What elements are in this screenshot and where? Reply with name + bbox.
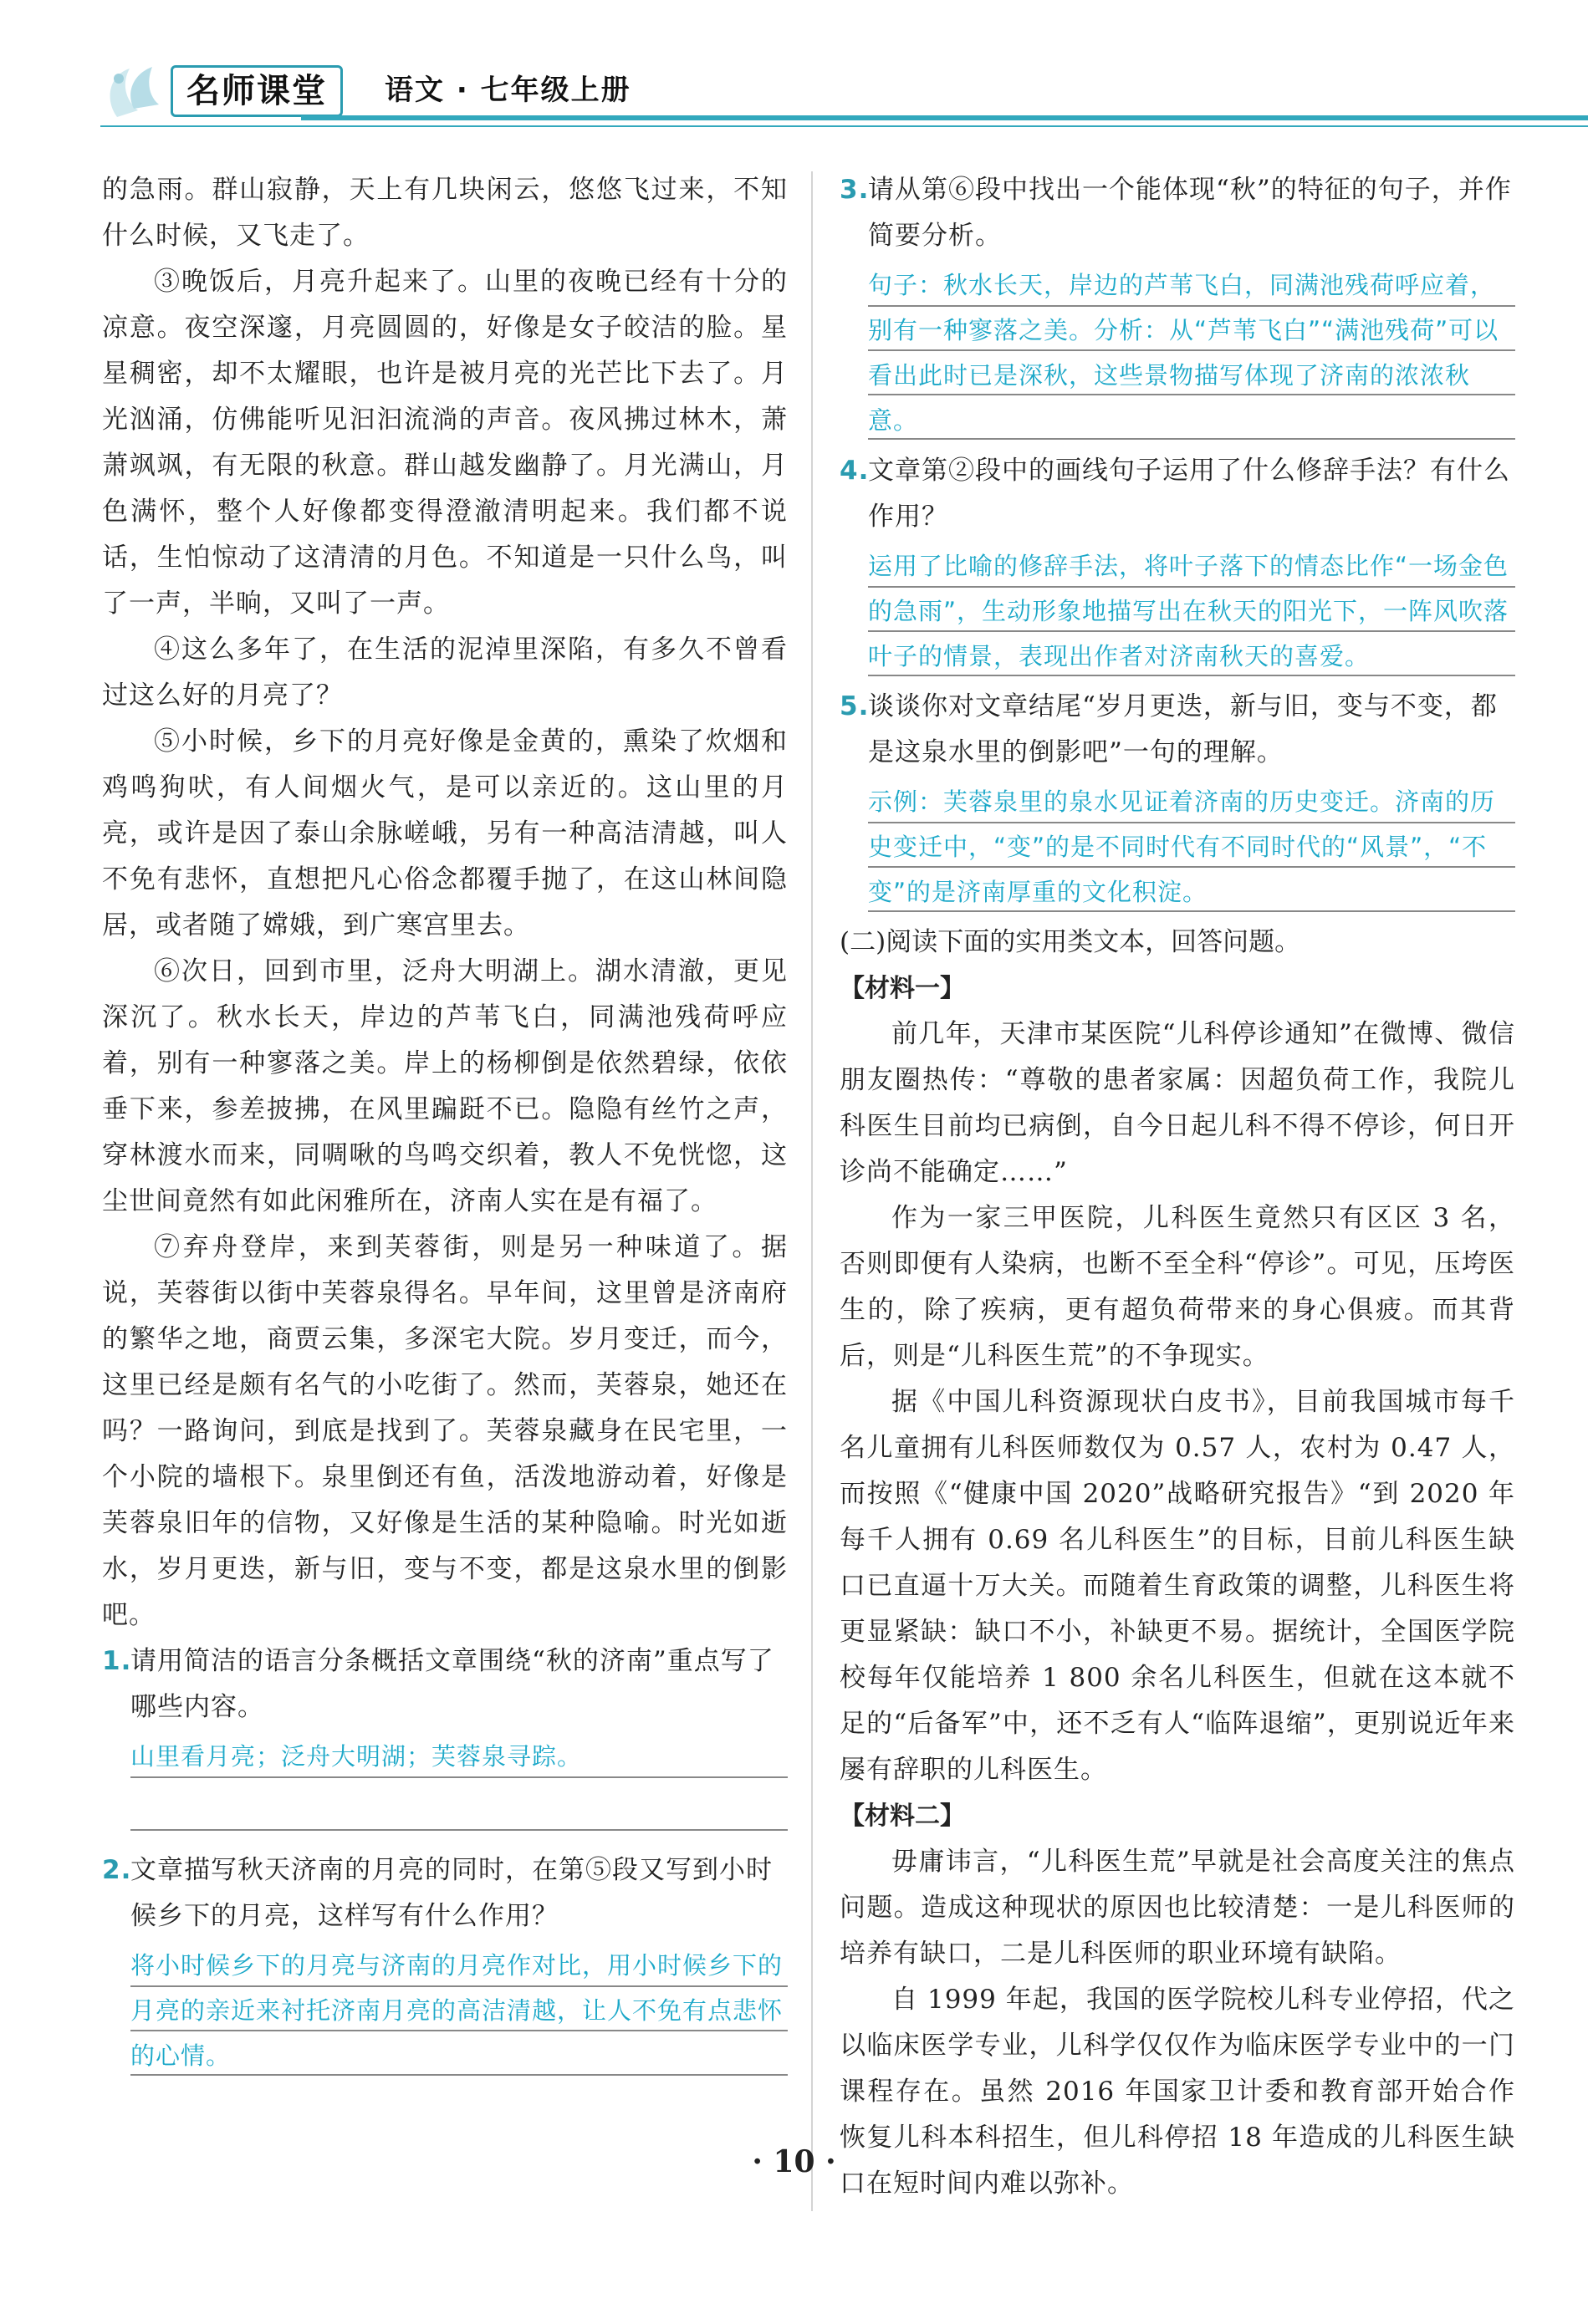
material-title: 【材料一】 xyxy=(840,974,965,1003)
question-text: 文章第②段中的画线句子运用了什么修辞手法？有什么作用？ xyxy=(868,456,1510,532)
answer-text: 将小时候乡下的月亮与济南的月亮作对比，用小时候乡下的月亮的亲近来衬托济南月亮的高洁清越，让人不免有点悲怀的心情。 xyxy=(130,1943,788,2078)
right-column xyxy=(840,167,1515,2207)
question-number: 1. xyxy=(102,1646,132,1676)
question-text: 请用简洁的语言分条概括文章围绕“秋的济南”重点写了哪些内容。 xyxy=(130,1646,774,1722)
decorative-logo-icon xyxy=(100,59,176,124)
material-title: 【材料二】 xyxy=(840,1802,965,1831)
answer-blank-line xyxy=(130,1784,788,1831)
answer-text: 示例：芙蓉泉里的泉水见证着济南的历史变迁。济南的历史变迁中，“变”的是不同时代有不同时代的“风景”，“不变”的是济南厚重的文化积淀。 xyxy=(868,779,1515,915)
paragraph: 毋庸讳言，“儿科医生荒”早就是社会高度关注的焦点问题。造成这种现状的原因也比较清楚：一是儿科医师的培养有缺口，二是儿科医师的职业环境有缺陷。 xyxy=(840,1847,1515,1969)
header-rule-thin xyxy=(100,125,1588,127)
paragraph: ⑥次日，回到市里，泛舟大明湖上。湖水清澈，更见深沉了。秋水长天，岸边的芦苇飞白，同满池残荷呼应着，别有一种寥落之美。岸上的杨柳倒是依然碧绿，依依垂下来，参差披拂，在风里蹁跹不已。隐隐有丝竹之声，穿林渡水而来，同啁啾的鸟鸣交织着，教人不免恍惚，这尘世间竟然有如此闲雅所在，济南人实在是有福了。 xyxy=(102,956,788,1216)
paragraph: ⑦弃舟登岸，来到芙蓉街，则是另一种味道了。据说，芙蓉街以街中芙蓉泉得名。早年间，这里曾是济南府的繁华之地，商贾云集，多深宅大院。岁月变迁，而今，这里已经是颇有名气的小吃街了。然而，芙蓉泉，她还在吗？一路询问，到底是找到了。芙蓉泉藏身在民宅里，一个小院的墙根下。泉里倒还有鱼，活泼地游动着，好像是芙蓉泉旧年的信物，又好像是生活的某种隐喻。时光如逝水，岁月更迭，新与旧，变与不变，都是这泉水里的倒影吧。 xyxy=(102,1232,788,1630)
question-number: 5. xyxy=(840,691,870,721)
answer-text: 山里看月亮；泛舟大明湖；芙蓉泉寻踪。 xyxy=(130,1734,788,1779)
question xyxy=(102,1847,788,2078)
paragraph: ④这么多年了，在生活的泥淖里深陷，有多久不曾看过这么好的月亮了？ xyxy=(102,635,788,711)
left-column xyxy=(102,167,788,2083)
page-header xyxy=(100,59,1522,125)
header-rule xyxy=(301,115,1588,120)
question xyxy=(840,167,1515,443)
column-divider xyxy=(811,171,813,2211)
paragraph: 前几年，天津市某医院“儿科停诊通知”在微博、微信朋友圈热传：“尊敬的患者家属：因超负荷工作，我院儿科医生目前均已病倒，自今日起儿科不得不停诊，何日开诊尚不能确定……” xyxy=(840,1019,1515,1187)
question-text: 请从第⑥段中找出一个能体现“秋”的特征的句子，并作简要分析。 xyxy=(868,175,1512,251)
paragraph: 自 1999 年起，我国的医学院校儿科专业停招，代之以临床医学专业，儿科学仅仅作为临床医学专业中的一门课程存在。虽然 2016 年国家卫计委和教育部开始合作恢复儿科本科招生，但儿科停招 18 年造成的儿科医生缺口在短时间内难以弥补。 xyxy=(840,1985,1515,2199)
brand-title: 名师课堂 xyxy=(171,65,343,117)
section-title: (二)阅读下面的实用类文本，回答问题。 xyxy=(840,927,1301,957)
question xyxy=(840,448,1515,679)
answer-text: 运用了比喻的修辞手法，将叶子落下的情态比作“一场金色的急雨”，生动形象地描写出在秋天的阳光下，一阵风吹落叶子的情景，表现出作者对济南秋天的喜爱。 xyxy=(868,543,1515,679)
paragraph: 作为一家三甲医院，儿科医生竟然只有区区 3 名，否则即便有人染病，也断不至全科“停诊”。可见，压垮医生的，除了疾病，更有超负荷带来的身心俱疲。而其背后，则是“儿科医生荒”的不争现实。 xyxy=(840,1203,1515,1371)
question-text: 文章描写秋天济南的月亮的同时，在第⑤段又写到小时候乡下的月亮，这样写有什么作用？ xyxy=(130,1855,773,1931)
paragraph: 据《中国儿科资源现状白皮书》，目前我国城市每千名儿童拥有儿科医师数仅为 0.57 人，农村为 0.47 人，而按照《“健康中国 2020”战略研究报告》“到 2020 年每千人拥有 0.69 名儿科医生”的目标，目前儿科医生缺口已直逼十万大关。而随着生育政策的调整，儿科医生将更显紧缺：缺口不小，补缺更不易。据统计，全国医学院校每年仅能培养 1 800 余名儿科医生，但就在这本就不足的“后备军”中，还不乏有人“临阵退缩”，更别说近年来屡有辞职的儿科医生。 xyxy=(840,1387,1515,1785)
question-number: 2. xyxy=(102,1855,132,1885)
page-number: · 10 · xyxy=(752,2144,836,2179)
paragraph: 的急雨。群山寂静，天上有几块闲云，悠悠飞过来，不知什么时候，又飞走了。 xyxy=(102,175,788,251)
question-text: 谈谈你对文章结尾“岁月更迭，新与旧，变与不变，都是这泉水里的倒影吧”一句的理解。 xyxy=(868,691,1498,767)
question-number: 4. xyxy=(840,456,870,486)
paragraph: ⑤小时候，乡下的月亮好像是金黄的，熏染了炊烟和鸡鸣狗吠，有人间烟火气，是可以亲近的。这山里的月亮，或许是因了泰山余脉嵯峨，另有一种高洁清越，叫人不免有悲怀，直想把凡心俗念都覆手抛了，在这山林间隐居，或者随了嫦娥，到广寒宫里去。 xyxy=(102,726,788,940)
question-number: 3. xyxy=(840,175,870,205)
answer-text: 句子：秋水长天，岸边的芦苇飞白，同满池残荷呼应着，别有一种寥落之美。分析：从“芦苇飞白”“满池残荷”可以看出此时已是深秋，这些景物描写体现了济南的浓浓秋意。 xyxy=(868,262,1515,443)
question xyxy=(102,1639,788,1831)
question xyxy=(840,684,1515,915)
paragraph: ③晚饭后，月亮升起来了。山里的夜晚已经有十分的凉意。夜空深邃，月亮圆圆的，好像是女子皎洁的脸。星星稠密，却不太耀眼，也许是被月亮的光芒比下去了。月光汹涌，仿佛能听见汩汩流淌的声音。夜风拂过林木，萧萧飒飒，有无限的秋意。群山越发幽静了。月光满山，月色满怀，整个人好像都变得澄澈清明起来。我们都不说话，生怕惊动了这清清的月色。不知道是一只什么鸟，叫了一声，半晌，又叫了一声。 xyxy=(102,267,788,619)
subject-title: 语文 · 七年级上册 xyxy=(385,74,631,107)
